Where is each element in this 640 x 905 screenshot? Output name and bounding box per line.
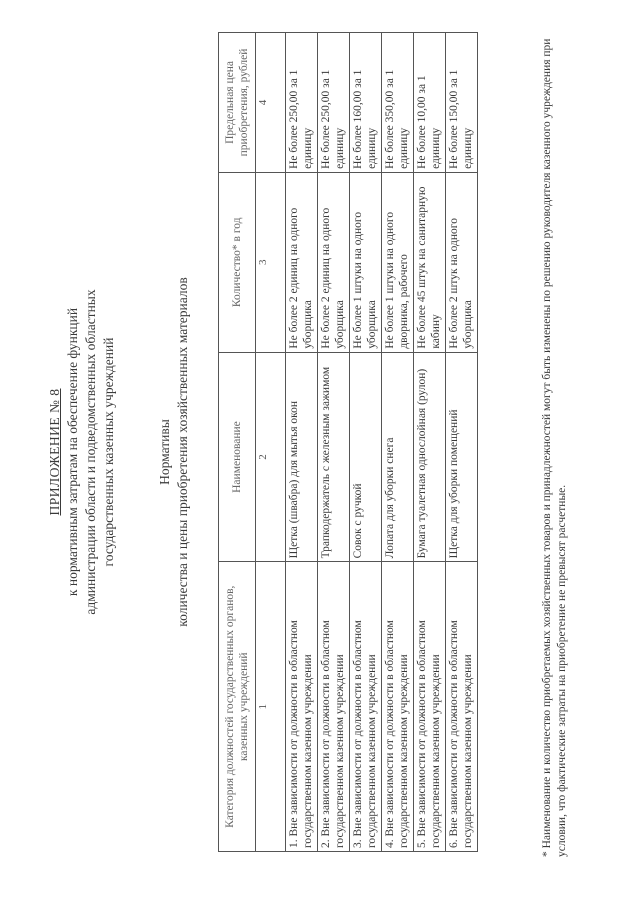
price-cell: Не более 250,00 за 1 единицу (318, 33, 350, 173)
table-row (318, 33, 350, 852)
quantity-cell: Не более 2 единиц на одного уборщика (286, 172, 318, 352)
category-cell: 3. Вне зависимости от должности в областном государственном казенном учреждении (350, 562, 382, 852)
table-row (414, 33, 446, 852)
footnote: * Наименование и количество приобретаемых хозяйственных товаров и принадлежностей могут быть изменены по решению руководителя казенного учреждения при условии, что фактические затраты на приобретение не превысят расчетные. (541, 38, 568, 857)
table-row (446, 33, 478, 852)
table-header-row (219, 33, 256, 852)
appendix-header (46, 27, 118, 877)
quantity-cell: Не более 45 штук на санитарную кабину (414, 172, 446, 352)
category-cell: 6. Вне зависимости от должности в областном государственном казенном учреждении (446, 562, 478, 852)
rotated-page (40, 27, 600, 877)
norms-header (156, 27, 192, 877)
header-price: Предельная цена приобретения, рублей (219, 33, 256, 173)
item-name-cell: Щетка для уборки помещений (446, 352, 478, 562)
table-row (286, 33, 318, 852)
category-cell: 4. Вне зависимости от должности в областном государственном казенном учреждении (382, 562, 414, 852)
item-name-cell: Совок с ручкой (350, 352, 382, 562)
header-quantity: Количество* в год (219, 172, 256, 352)
norms-table (218, 32, 478, 852)
item-name-cell: Бумага туалетная однослойная (рулон) (414, 352, 446, 562)
header-name: Наименование (219, 352, 256, 562)
price-cell: Не более 150,00 за 1 единицу (446, 33, 478, 173)
column-number: 1 (256, 562, 286, 852)
item-name-cell: Щетка (швабра) для мытья окон (286, 352, 318, 562)
quantity-cell: Не более 2 единиц на одного уборщика (318, 172, 350, 352)
price-cell: Не более 160,00 за 1 единицу (350, 33, 382, 173)
category-cell: 5. Вне зависимости от должности в областном государственном казенном учреждении (414, 562, 446, 852)
quantity-cell: Не более 2 штук на одного уборщика (446, 172, 478, 352)
norms-title: Нормативы (157, 419, 172, 485)
category-cell: 1. Вне зависимости от должности в областном государственном казенном учреждении (286, 562, 318, 852)
price-cell: Не более 250,00 за 1 единицу (286, 33, 318, 173)
column-number: 2 (256, 352, 286, 562)
quantity-cell: Не более 1 штуки на одного дворника, рабочего (382, 172, 414, 352)
table-row (350, 33, 382, 852)
price-cell: Не более 350,00 за 1 единицу (382, 33, 414, 173)
table-row (382, 33, 414, 852)
appendix-line: государственных казенных учреждений (101, 337, 116, 567)
column-number: 3 (256, 172, 286, 352)
quantity-cell: Не более 1 штуки на одного уборщика (350, 172, 382, 352)
price-cell: Не более 10,00 за 1 единицу (414, 33, 446, 173)
column-number: 4 (256, 33, 286, 173)
appendix-line: к нормативным затратам на обеспечение функций (65, 307, 80, 597)
header-category: Категория должностей государственных органов, казенных учреждений (219, 562, 256, 852)
appendix-line: администрации области и подведомственных областных (83, 289, 98, 615)
appendix-title: ПРИЛОЖЕНИЕ № 8 (47, 388, 62, 516)
category-cell: 2. Вне зависимости от должности в областном государственном казенном учреждении (318, 562, 350, 852)
item-name-cell: Лопата для уборки снега (382, 352, 414, 562)
norms-subtitle: количества и цены приобретения хозяйственных материалов (175, 277, 190, 627)
item-name-cell: Трапкодержатель с железным зажимом (318, 352, 350, 562)
column-number-row (256, 33, 286, 852)
